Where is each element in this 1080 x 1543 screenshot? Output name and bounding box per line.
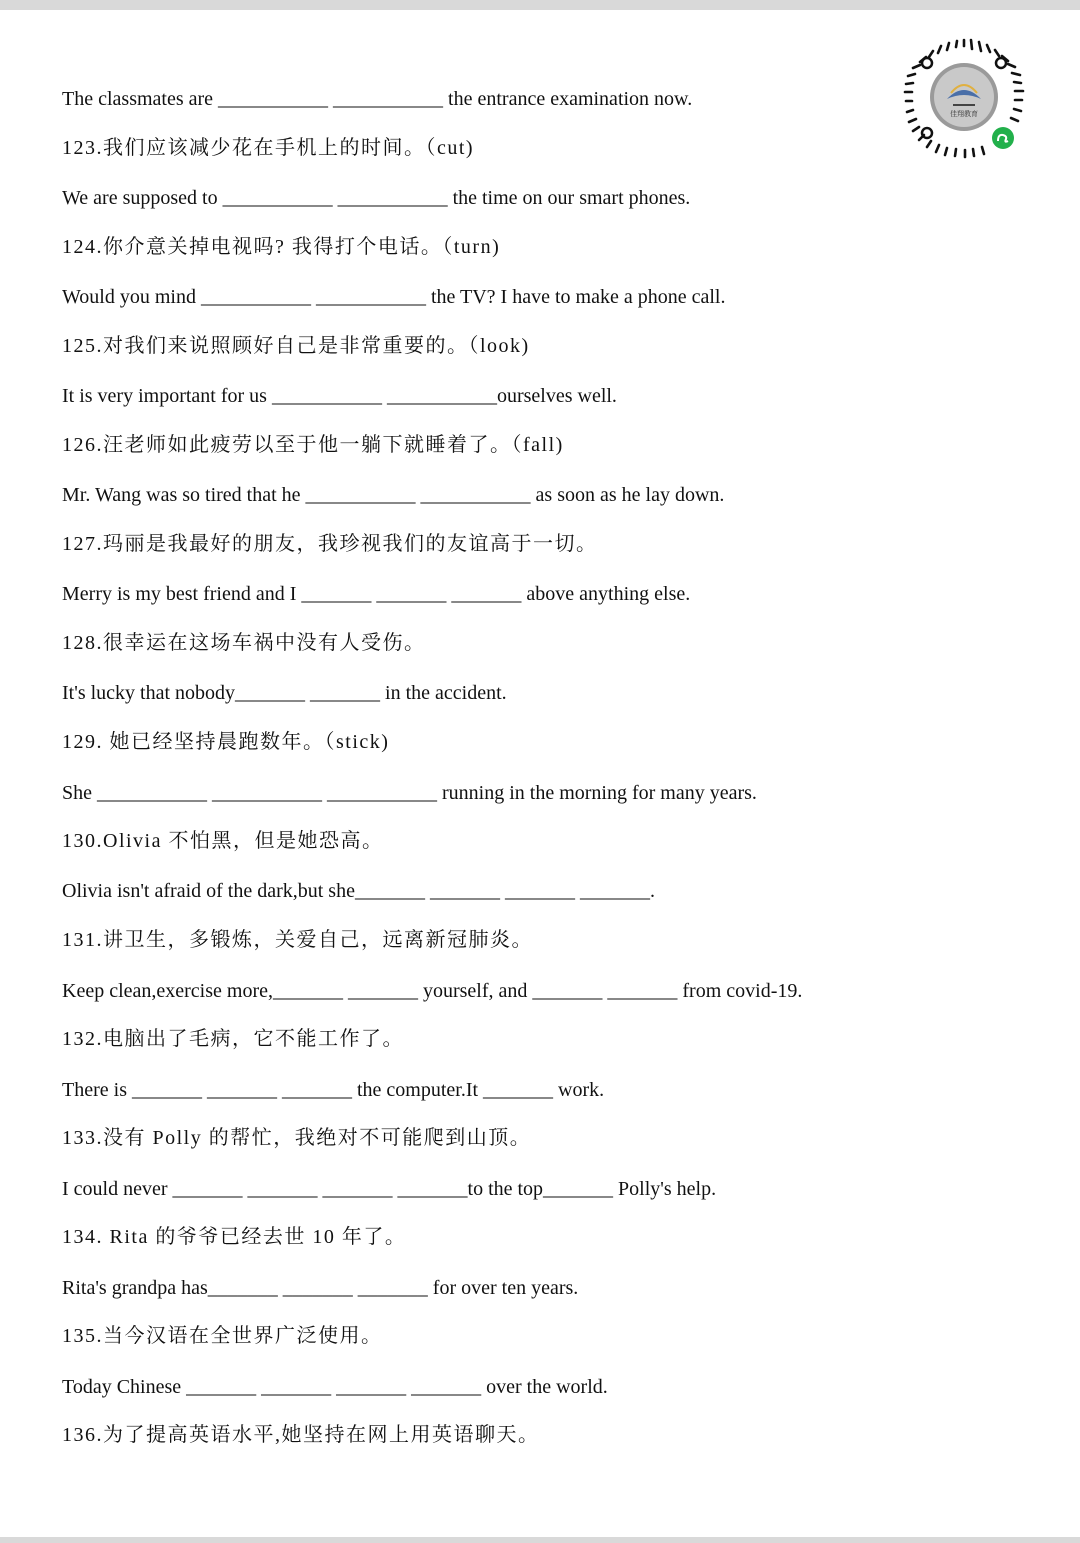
question-prompt: 125.对我们来说照顾好自己是非常重要的。（look)	[62, 335, 530, 357]
answer-sentence: There is _______ _______ _______ the computer.It _______ work.	[62, 1079, 605, 1101]
page-top-border	[0, 0, 1080, 10]
qr-logo-label: 佳翔教育	[950, 110, 978, 118]
mini-program-qr-icon	[903, 37, 1025, 159]
question-prompt: 133.没有 Polly 的帮忙，我绝对不可能爬到山顶。	[62, 1127, 532, 1149]
answer-sentence: It's lucky that nobody_______ _______ in the accident.	[62, 682, 507, 704]
answer-sentence: Today Chinese _______ _______ _______ _______ over the world.	[62, 1376, 608, 1398]
answer-sentence: Rita's grandpa has_______ _______ _______ for over ten years.	[62, 1277, 579, 1299]
question-prompt: 127.玛丽是我最好的朋友，我珍视我们的友谊高于一切。	[62, 533, 598, 555]
answer-sentence: It is very important for us ___________ ___________ourselves well.	[62, 385, 617, 407]
question-prompt: 134. Rita 的爷爷已经去世 10 年了。	[62, 1226, 407, 1248]
answer-sentence: She ___________ ___________ ___________ running in the morning for many years.	[62, 782, 757, 804]
answer-sentence: Olivia isn't afraid of the dark,but she_______ _______ _______ _______.	[62, 880, 655, 902]
question-prompt: 136.为了提高英语水平,她坚持在网上用英语聊天。	[62, 1424, 540, 1446]
answer-sentence: Would you mind ___________ ___________ the TV? I have to make a phone call.	[62, 286, 726, 308]
question-prompt: 128.很幸运在这场车祸中没有人受伤。	[62, 632, 426, 654]
question-prompt: 126.汪老师如此疲劳以至于他一躺下就睡着了。（fall)	[62, 434, 564, 456]
question-prompt: 135.当今汉语在全世界广泛使用。	[62, 1325, 383, 1347]
answer-sentence: Keep clean,exercise more,_______ _______ yourself, and _______ _______ from covid-19.	[62, 980, 803, 1002]
question-prompt: 131.讲卫生，多锻炼，关爱自己，远离新冠肺炎。	[62, 929, 533, 951]
question-prompt: 130.Olivia 不怕黑，但是她恐高。	[62, 830, 384, 852]
answer-sentence: We are supposed to ___________ ___________ the time on our smart phones.	[62, 187, 691, 209]
answer-sentence: Mr. Wang was so tired that he ___________ ___________ as soon as he lay down.	[62, 484, 725, 506]
answer-sentence: I could never _______ _______ _______ _______to the top_______ Polly's help.	[62, 1178, 717, 1200]
answer-sentence: The classmates are ___________ ___________ the entrance examination now.	[62, 88, 693, 110]
page-bottom-border	[0, 1537, 1080, 1543]
question-prompt: 132.电脑出了毛病，它不能工作了。	[62, 1028, 404, 1050]
answer-sentence: Merry is my best friend and I _______ _______ _______ above anything else.	[62, 583, 691, 605]
question-prompt: 123.我们应该减少花在手机上的时间。（cut)	[62, 137, 475, 159]
question-prompt: 124.你介意关掉电视吗? 我得打个电话。（turn)	[62, 236, 501, 258]
question-prompt: 129. 她已经坚持晨跑数年。（stick)	[62, 731, 390, 753]
